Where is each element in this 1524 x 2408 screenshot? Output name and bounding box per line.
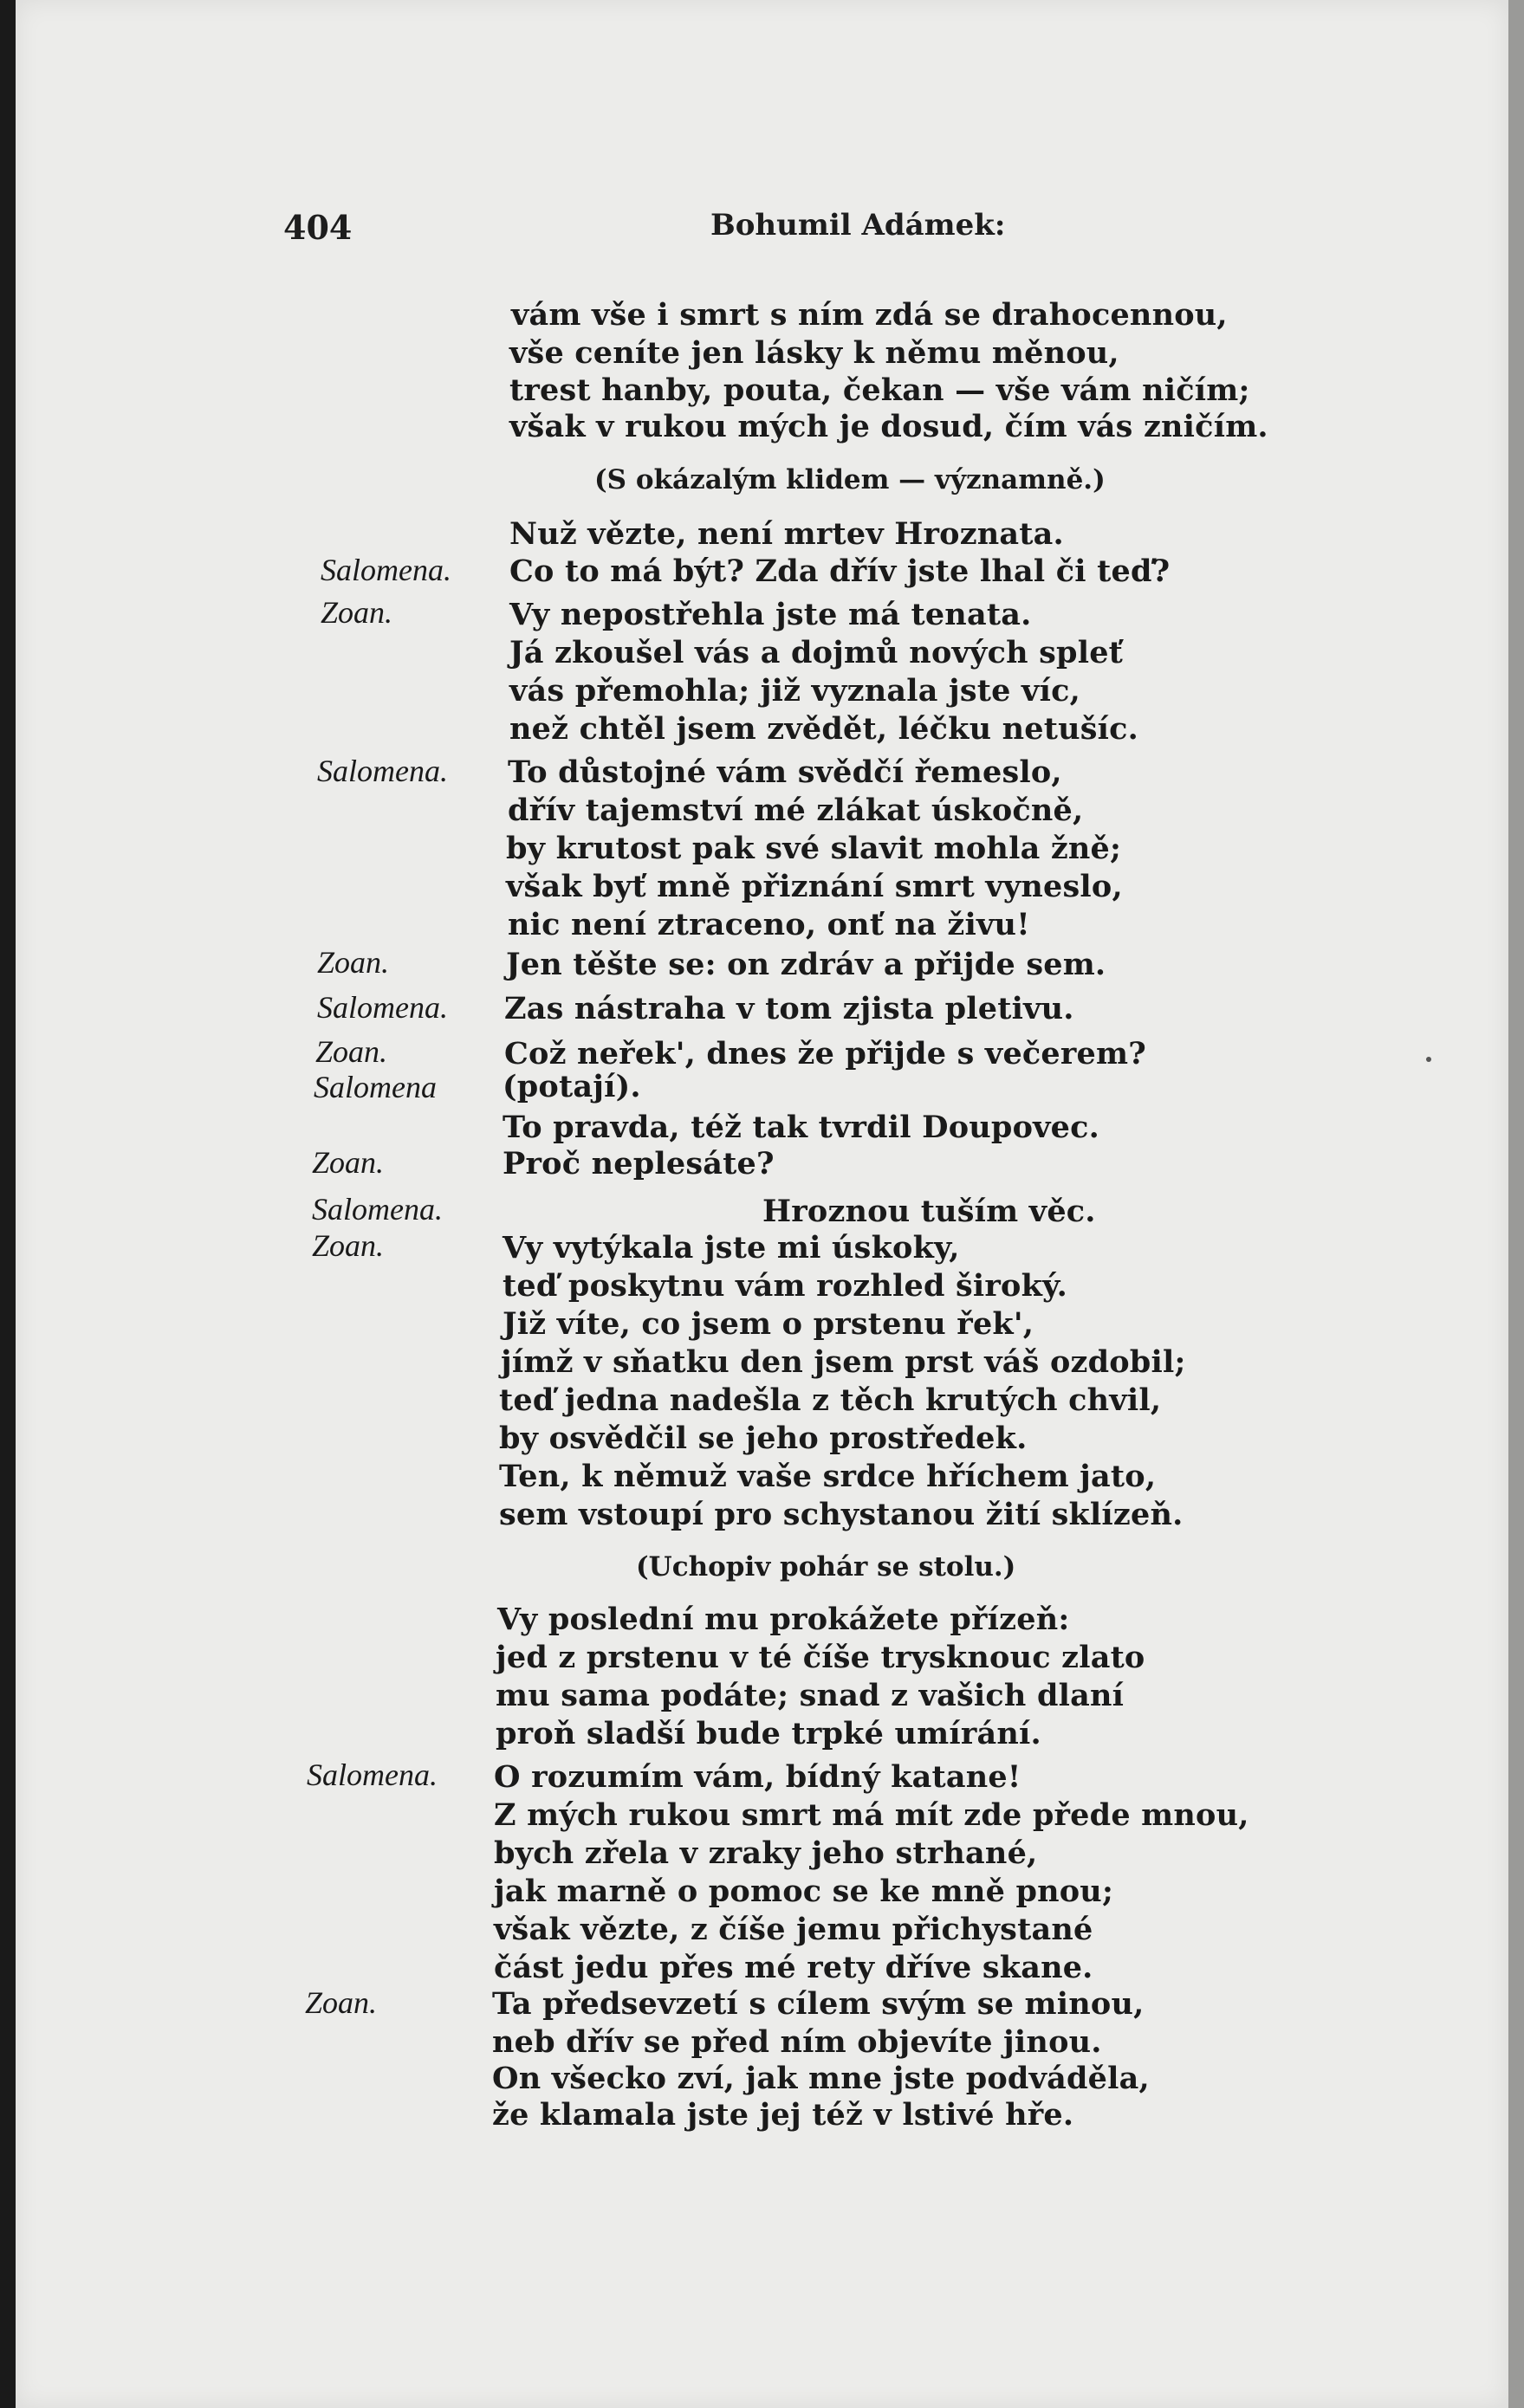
- verse-line: vám vše i smrt s ním zdá se drahocennou,: [511, 297, 1228, 333]
- verse-line: vás přemohla; již vyznala jste víc,: [509, 673, 1080, 709]
- speaker-name: Zoan.: [312, 1145, 385, 1180]
- stage-direction: (S okázalým klidem — významně.): [594, 464, 1106, 495]
- verse-line: Vy nepostřehla jste má tenata.: [509, 597, 1032, 632]
- speaker-name: Salomena.: [321, 553, 451, 587]
- running-head-author: Bohumil Adámek:: [710, 208, 1006, 243]
- verse-line: Vy vytýkala jste mi úskoky,: [503, 1230, 960, 1265]
- verse-line: Jen těšte se: on zdráv a přijde sem.: [506, 947, 1106, 982]
- speaker-name: Salomena.: [312, 1192, 443, 1227]
- verse-line: Ten, k němuž vaše srdce hříchem jato,: [499, 1459, 1157, 1494]
- page-number: 404: [283, 208, 353, 247]
- verse-line: neb dřív se před ním objevíte jinou.: [492, 2024, 1102, 2060]
- verse-line: Což neřek', dnes že přijde s večerem?: [504, 1036, 1146, 1071]
- verse-line: teď poskytnu vám rozhled široký.: [503, 1268, 1067, 1304]
- verse-line: To důstojné vám svědčí řemeslo,: [508, 754, 1062, 790]
- verse-line: sem vstoupí pro schystanou žití sklízeň.: [499, 1497, 1184, 1532]
- verse-line: On všecko zví, jak mne jste podváděla,: [492, 2061, 1150, 2096]
- verse-line: jímž v sňatku den jsem prst váš ozdobil;: [501, 1344, 1186, 1380]
- verse-line: nic není ztraceno, onť na živu!: [508, 907, 1030, 942]
- speaker-name: Salomena.: [317, 754, 448, 788]
- verse-line: Já zkoušel vás a dojmů nových spleť: [509, 635, 1124, 670]
- verse-line: jak marně o pomoc se ke mně pnou;: [494, 1874, 1114, 1909]
- verse-line: mu sama podáte; snad z vašich dlaní: [496, 1678, 1125, 1713]
- verse-line: jed z prstenu v té číše trysknouc zlato: [496, 1640, 1145, 1675]
- verse-line: než chtěl jsem zvědět, léčku netušíc.: [509, 711, 1139, 747]
- speaker-name: Zoan.: [321, 595, 393, 630]
- verse-line: by krutost pak své slavit mohla žně;: [506, 831, 1122, 866]
- verse-line: To pravda, též tak tvrdil Doupovec.: [503, 1110, 1100, 1145]
- verse-line: teď jedna nadešla z těch krutých chvil,: [499, 1382, 1162, 1418]
- speaker-name: Salomena.: [307, 1757, 438, 1792]
- verse-line: však vězte, z číše jemu přichystané: [494, 1912, 1093, 1947]
- speaker-name: Zoan.: [312, 1228, 385, 1263]
- aside-direction: (potají).: [503, 1069, 641, 1104]
- speaker-name: Zoan.: [305, 1985, 378, 2020]
- scan-speck: [1426, 1057, 1431, 1062]
- verse-line: část jedu přes mé rety dříve skane.: [494, 1950, 1093, 1985]
- verse-line: Již víte, co jsem o prstenu řek',: [503, 1306, 1034, 1342]
- speaker-name: Zoan.: [317, 945, 390, 980]
- verse-line: Co to má být? Zda dřív jste lhal či teď?: [509, 553, 1171, 589]
- verse-line: proň sladší bude trpké umírání.: [496, 1716, 1041, 1751]
- verse-line: však v rukou mých je dosud, čím vás zničím.: [509, 409, 1268, 444]
- verse-line: Ta předsevzetí s cílem svým se minou,: [492, 1986, 1145, 2022]
- verse-line: Proč neplesáte?: [503, 1146, 775, 1181]
- speaker-name: Salomena.: [317, 990, 448, 1025]
- verse-line: Vy poslední mu prokážete přízeň:: [497, 1602, 1070, 1637]
- stage-direction: (Uchopiv pohár se stolu.): [636, 1551, 1016, 1583]
- verse-line: bych zřela v zraky jeho strhané,: [494, 1835, 1038, 1871]
- verse-line: dřív tajemství mé zlákat úskočně,: [508, 793, 1084, 828]
- verse-line: že klamala jste jej též v lstivé hře.: [492, 2097, 1074, 2133]
- verse-line: Hroznou tuším věc.: [762, 1194, 1096, 1229]
- verse-line: však byť mně přiznání smrt vyneslo,: [506, 869, 1123, 904]
- verse-line: vše ceníte jen lásky k němu měnou,: [509, 335, 1119, 371]
- verse-line: by osvědčil se jeho prostředek.: [499, 1421, 1028, 1456]
- verse-line: Nuž vězte, není mrtev Hroznata.: [509, 516, 1064, 552]
- verse-line: Z mých rukou smrt má mít zde přede mnou,: [494, 1797, 1249, 1833]
- speaker-name: Zoan.: [315, 1034, 388, 1069]
- verse-line: trest hanby, pouta, čekan — vše vám ničím;: [509, 372, 1250, 408]
- verse-line: O rozumím vám, bídný katane!: [494, 1759, 1021, 1795]
- speaker-name: Salomena: [314, 1070, 437, 1104]
- verse-line: Zas nástraha v tom zjista pletivu.: [504, 991, 1074, 1026]
